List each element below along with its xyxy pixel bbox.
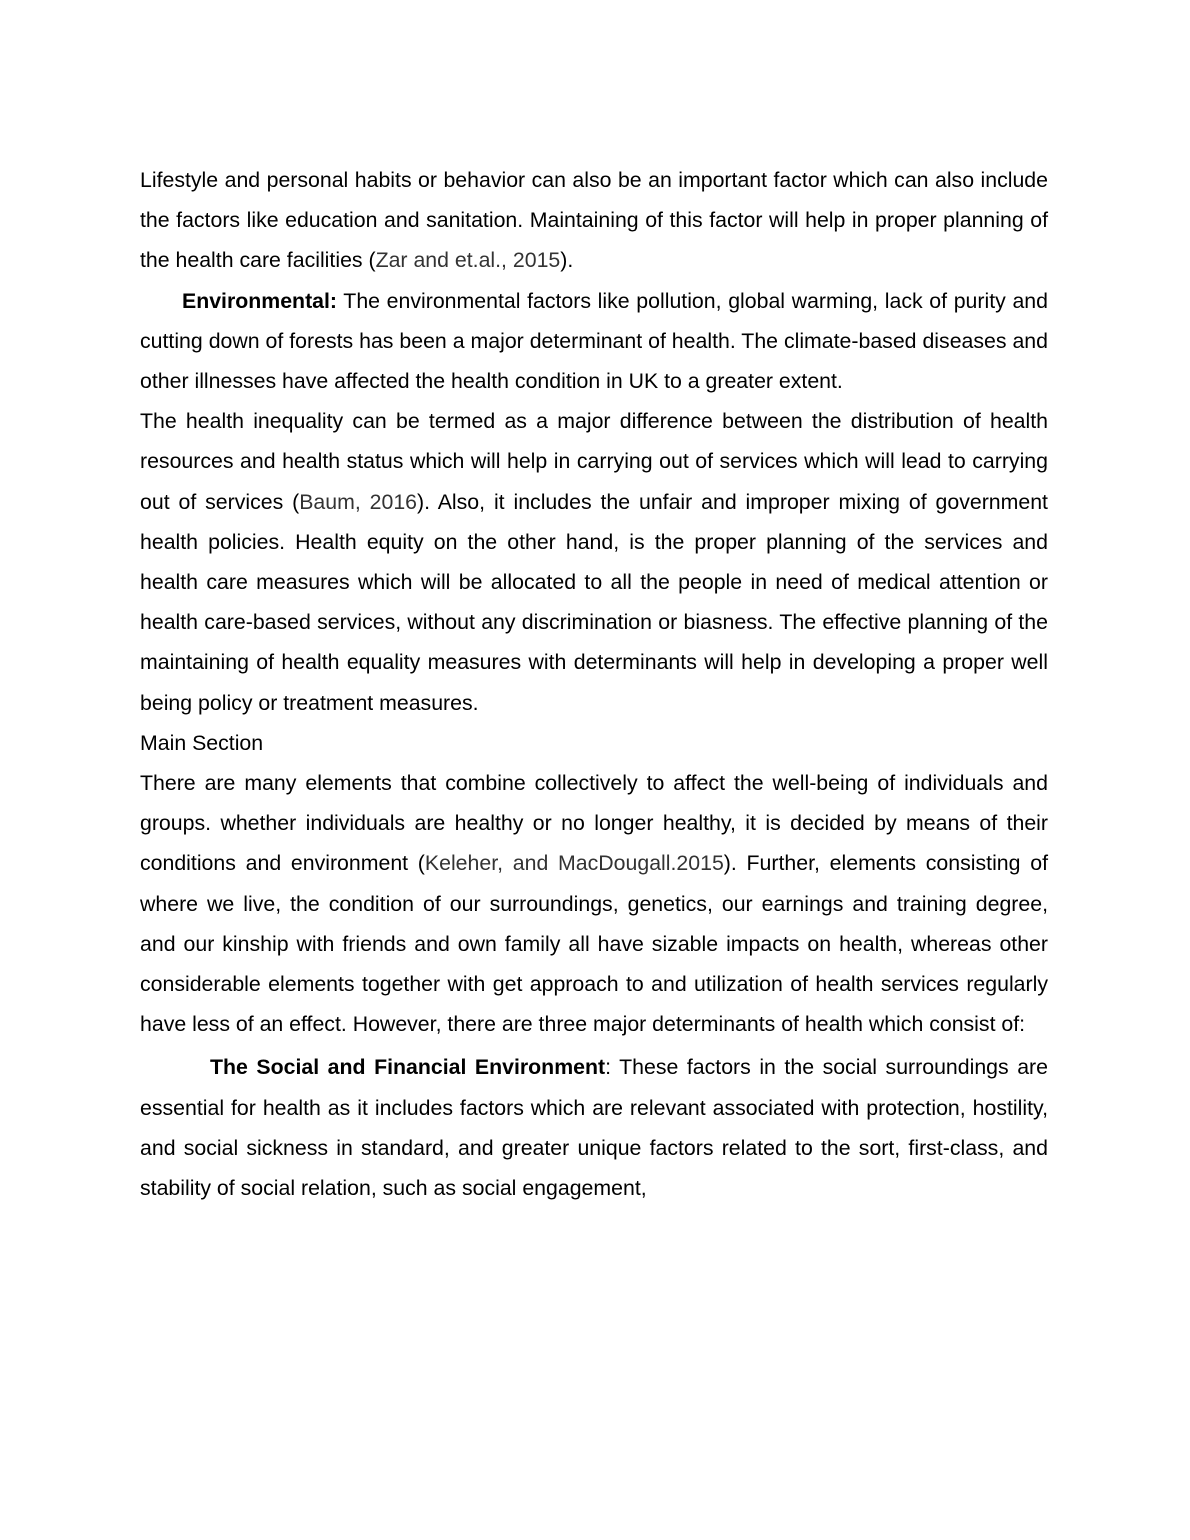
paragraph-text-tail: ). Also, it includes the unfair and improper mixing of government health policies. Health equity on the other hand, is the proper planning of the services and health care measures which will be allocated to all the people in need of medical attention or health care-based services, without any discrimination or biasness. The effective planning of the maintaining of health equality measures with determinants will help in developing a proper well being policy or treatment measures. bbox=[140, 489, 1048, 715]
paragraph-social-financial bbox=[140, 1047, 1048, 1208]
citation: Keleher, and MacDougall.2015 bbox=[424, 851, 724, 876]
paragraph-text-tail: ). bbox=[560, 248, 574, 273]
document-page bbox=[140, 160, 1048, 1208]
citation: Baum, 2016 bbox=[299, 489, 418, 514]
paragraph-text: : These factors in the social surroundings are essential for health as it includes factors which are relevant associated with protection, hostility, and social sickness in standard, and greater unique factors related to the sort, first-class, and stability of social relation, such as social engagement, bbox=[140, 1055, 1048, 1201]
paragraph-health-inequality bbox=[140, 401, 1048, 723]
paragraph-text: The environmental factors like pollution, global warming, lack of purity and cutting down of forests has been a major determinant of health. The climate-based diseases and other illnesses have affected the health condition in UK to a greater extent. bbox=[140, 288, 1048, 394]
paragraph-environmental bbox=[140, 281, 1048, 402]
section-heading: Main Section bbox=[140, 730, 264, 755]
paragraph-text: Lifestyle and personal habits or behavior can also be an important factor which can also include the factors like education and sanitation. Maintaining of this factor will help in proper planning of the health care facilities ( bbox=[140, 168, 1048, 273]
paragraph-lifestyle bbox=[140, 160, 1048, 281]
paragraph-text: The health inequality can be termed as a major difference between the distribution of health resources and health status which will help in carrying out of services which will lead to carrying out of services ( bbox=[140, 409, 1048, 514]
paragraph-text-tail: ). Further, elements consisting of where we live, the condition of our surroundings, genetics, our earnings and training degree, and our kinship with friends and own family all have sizable impacts on health, whereas other considerable elements together with get approach to and utilization of health services regularly have less of an effect. However, there are three major determinants of health which consist of: bbox=[140, 851, 1048, 1037]
paragraph-elements bbox=[140, 763, 1048, 1044]
bold-term: The Social and Financial Environment bbox=[210, 1055, 606, 1080]
citation: Zar and et.al., 2015 bbox=[375, 248, 561, 273]
paragraph-text: There are many elements that combine collectively to affect the well-being of individuals and groups. whether individuals are healthy or no longer healthy, it is decided by means of their conditions and environment ( bbox=[140, 771, 1048, 876]
bold-term: Environmental: bbox=[182, 288, 338, 313]
